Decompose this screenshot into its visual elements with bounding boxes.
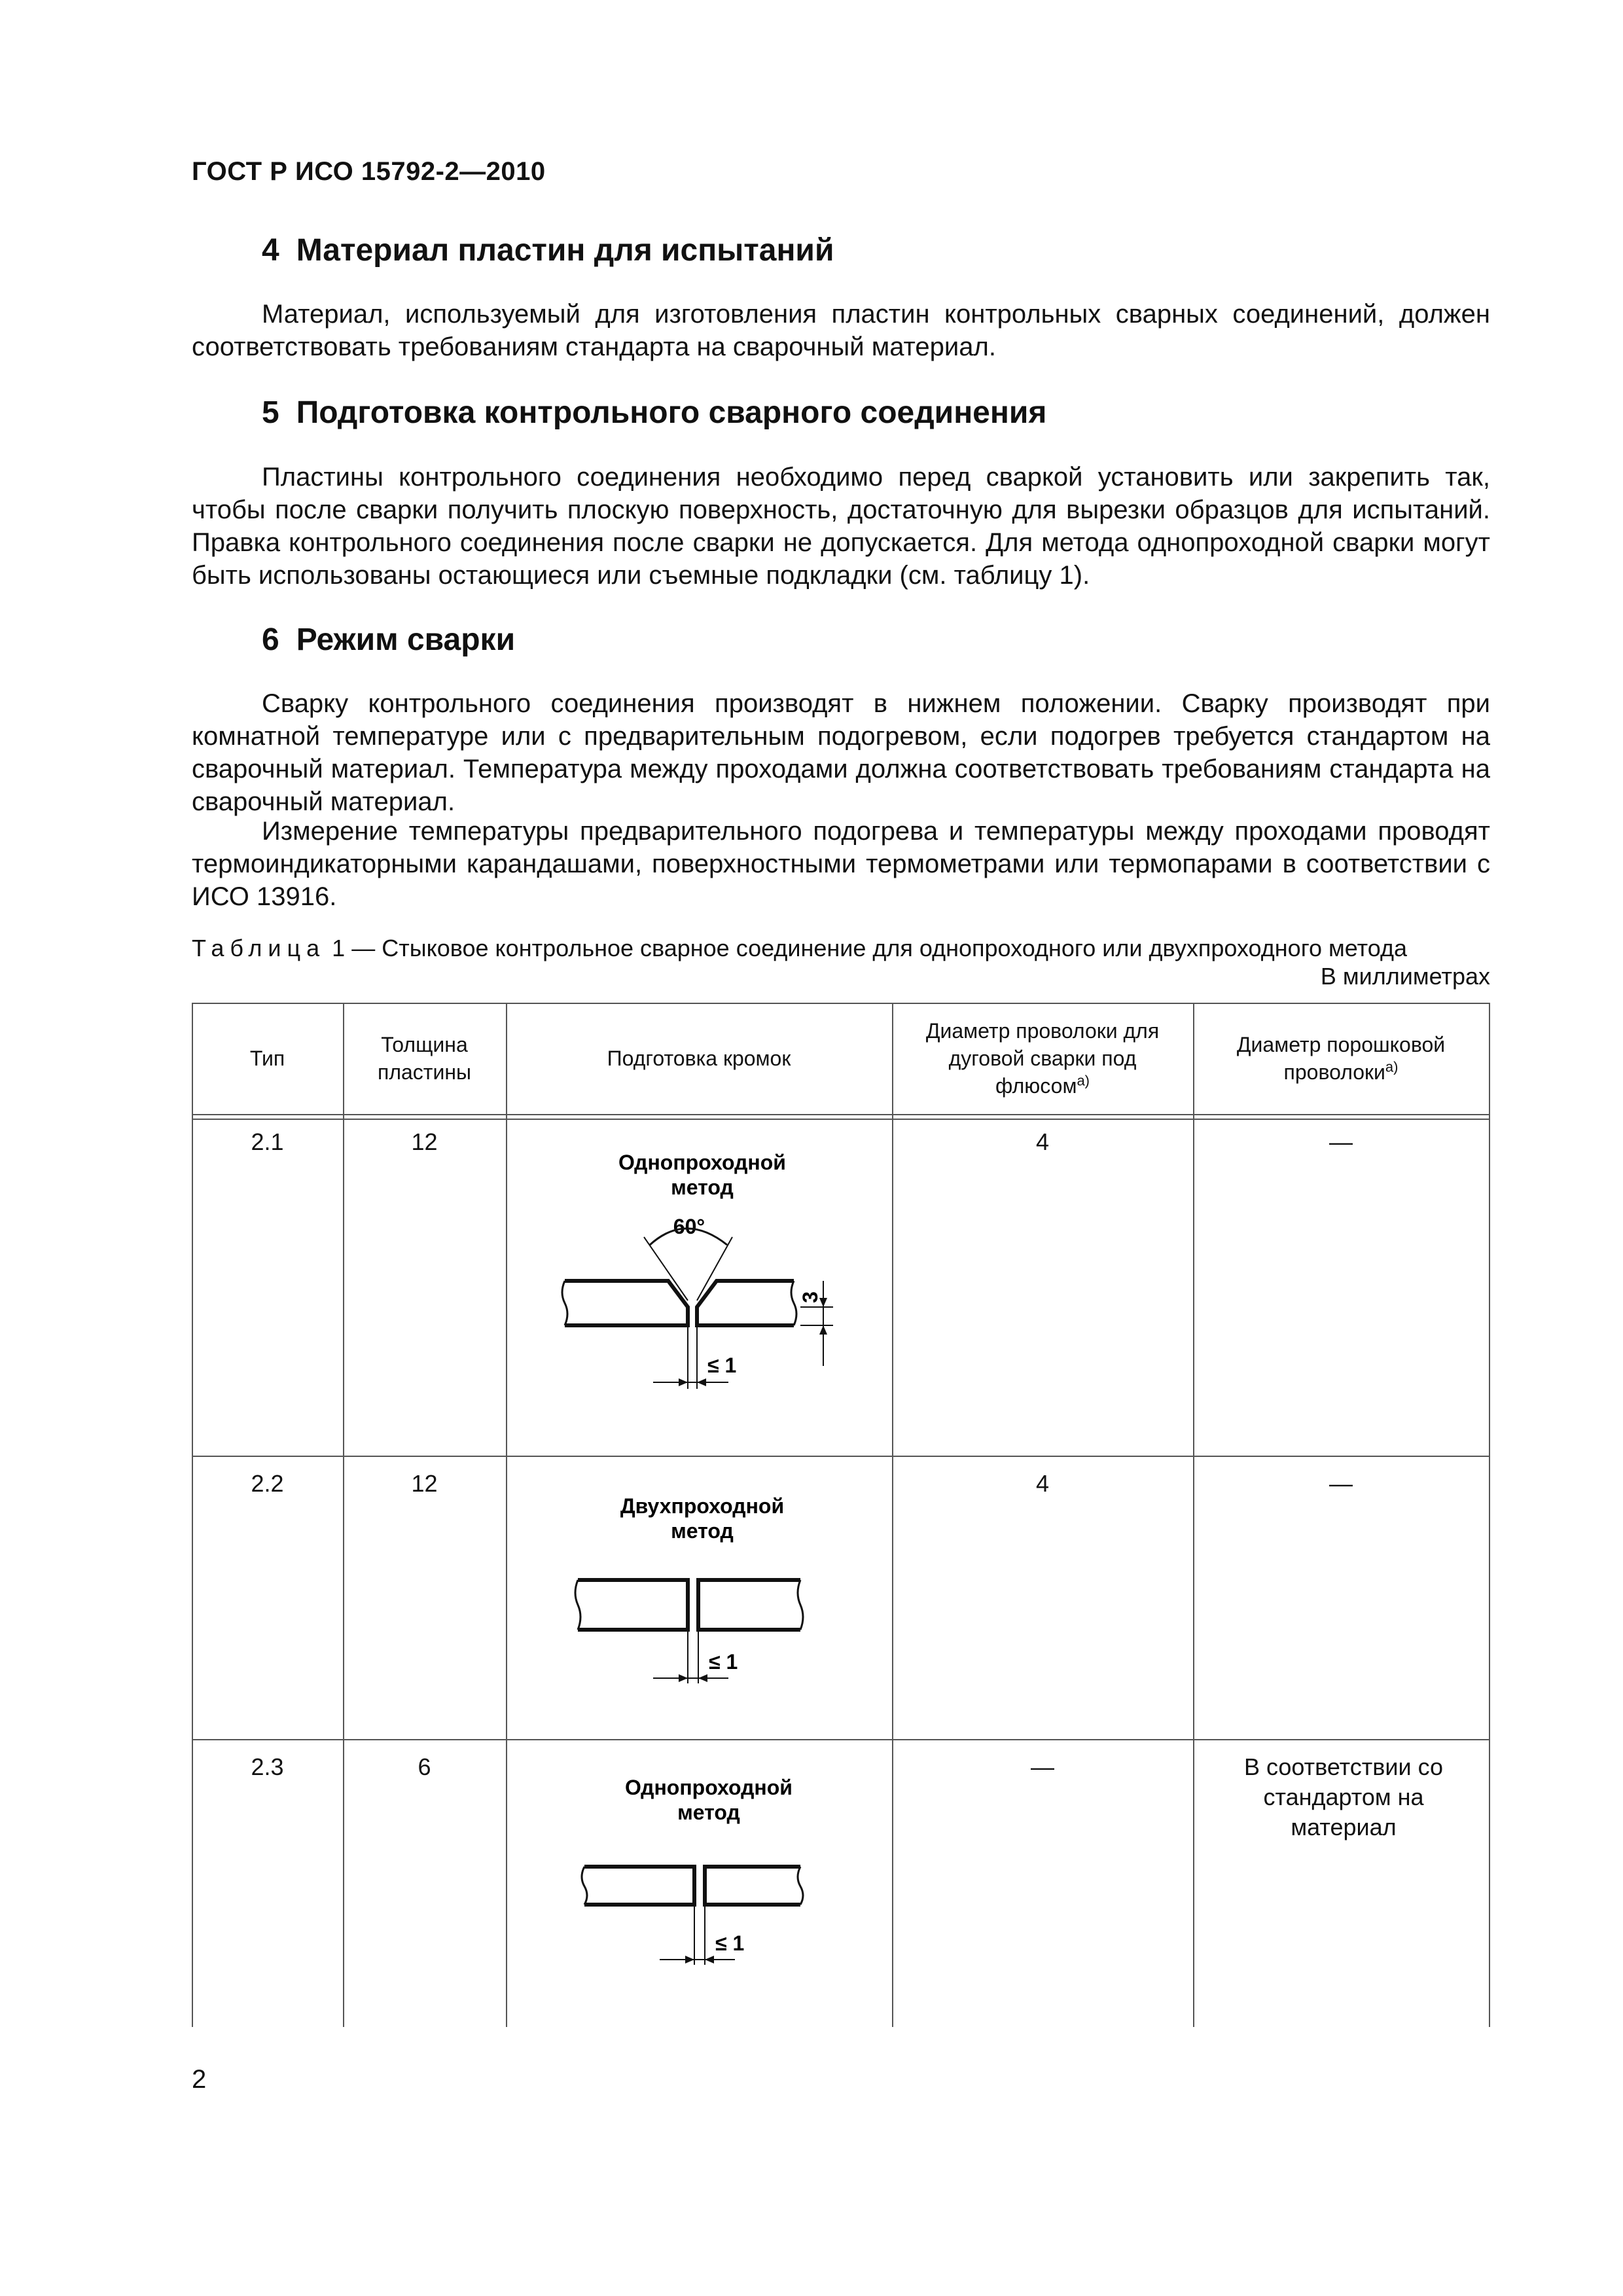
row1-cored-wire: — [1329, 1128, 1353, 1155]
right-plate [698, 1580, 800, 1630]
header-cored-wire: Диаметр порошковой проволоки$^{a)}$ [1236, 1033, 1446, 1084]
left-plate-break-line [582, 1867, 587, 1905]
table-caption [192, 935, 1407, 962]
row1-edge-prep-diagram [558, 1150, 859, 1428]
right-plate-break-line [798, 1580, 803, 1630]
left-plate-break-line [575, 1580, 580, 1630]
section-6-heading [262, 622, 515, 658]
row1-method-line2: метод [671, 1175, 734, 1199]
row1-thickness: 12 [411, 1128, 438, 1155]
section-title: Подготовка контрольного сварного соединения [296, 395, 1047, 430]
left-plate-break-line [562, 1281, 567, 1325]
section-title: Режим сварки [296, 622, 516, 657]
row1-height-label: 3 [798, 1291, 822, 1303]
table-caption-number: 1 [332, 935, 346, 961]
section-title: Материал пластин для испытаний [296, 233, 834, 268]
section-number: 5 [262, 395, 279, 430]
table-col-line [506, 1003, 507, 2027]
table-col-line [1489, 1003, 1490, 2027]
left-plate [578, 1580, 688, 1630]
table-header-border-double [192, 1119, 1490, 1120]
data-table [192, 1003, 1490, 2027]
row2-cored-wire: — [1329, 1470, 1353, 1497]
row3-saw-wire: — [1031, 1753, 1054, 1780]
gap-arrow [698, 1674, 707, 1682]
table-row-divider [192, 1739, 1490, 1740]
gap-arrow [679, 1674, 688, 1682]
section-number: 6 [262, 622, 279, 657]
row3-thickness: 6 [418, 1753, 431, 1780]
left-plate [584, 1867, 694, 1905]
row1-gap-label: ≤ 1 [707, 1354, 737, 1377]
row3-method-line1: Однопроходной [625, 1776, 793, 1799]
row1-method-line1: Однопроходной [618, 1151, 786, 1174]
row1-saw-wire: 4 [1035, 1128, 1050, 1155]
row2-gap-label: ≤ 1 [709, 1650, 738, 1674]
row2-method-line2: метод [671, 1519, 734, 1543]
row3-method-line2: метод [677, 1801, 740, 1824]
row2-saw-wire: 4 [1035, 1470, 1050, 1497]
row3-edge-prep-diagram [578, 1775, 853, 1988]
table-units: В миллиметрах [1320, 963, 1490, 990]
section-6-paragraph-1: Сварку контрольного соединения производят в нижнем положении. Сварку производят при комнатной температуре или с предварительным подогревом, если подогрев требуется стандартом на сварочный материал. Температура между проходами должна соответствовать требованиям стандарта на сварочный материал. [192, 689, 1490, 816]
row1-angle-label: 60° [673, 1215, 705, 1238]
header-thickness: Толщина пластины [378, 1033, 471, 1084]
section-number: 4 [262, 233, 279, 268]
row2-edge-prep-diagram [571, 1494, 846, 1706]
footnote-mark: a) [1385, 1058, 1399, 1075]
bevel-extension-left [644, 1237, 688, 1300]
section-6-paragraph-2: Измерение температуры предварительного подогрева и температуры между проходами проводят термоиндикаторными карандашами, поверхностными термометрами или термопарами в соответствии с ИСО 13916. [192, 817, 1490, 911]
page-number: 2 [192, 2065, 207, 2094]
gap-arrow [705, 1956, 714, 1964]
table-header-border [192, 1114, 1490, 1115]
gap-arrow [679, 1378, 688, 1386]
section-4-paragraph: Материал, используемый для изготовления пластин контрольных сварных соединений, должен соответствовать требованиям стандарта на сварочный материал. [192, 300, 1490, 361]
right-plate [705, 1867, 800, 1905]
left-plate [565, 1281, 688, 1325]
footnote-mark: a) [1077, 1072, 1090, 1089]
row1-type: 2.1 [251, 1128, 284, 1155]
gap-arrow [685, 1956, 694, 1964]
header-edge-prep: Подготовка кромок [607, 1047, 791, 1070]
row3-type: 2.3 [251, 1753, 284, 1780]
row3-gap-label: ≤ 1 [715, 1931, 745, 1955]
row2-method-line1: Двухпроходной [620, 1494, 785, 1518]
header-saw-wire: Диаметр проволоки для дуговой сварки под флюсом$^{a)}$ [925, 1019, 1160, 1098]
bevel-extension-right [697, 1237, 732, 1300]
dim-arrow [819, 1325, 827, 1335]
row2-thickness: 12 [411, 1470, 438, 1497]
section-4-heading [262, 232, 834, 268]
header-type: Тип [249, 1047, 285, 1070]
section-5-paragraph: Пластины контрольного соединения необходимо перед сваркой установить или закрепить так, чтобы после сварки получить плоскую поверхность, достаточную для вырезки образцов для испытаний. Правка контрольного соединения после сварки не допускается. Для метода однопроходной сварки могут быть использованы остающиеся или съемные подкладки (см. таблицу 1). [192, 463, 1490, 590]
right-plate-break-line [791, 1281, 796, 1325]
gap-arrow [697, 1378, 706, 1386]
table-caption-text: — Стыковое контрольное сварное соединение для однопроходного или двухпроходного метода [351, 935, 1407, 961]
row2-type: 2.2 [251, 1470, 284, 1497]
section-5-heading [262, 395, 1046, 431]
document-header: ГОСТ Р ИСО 15792-2—2010 [192, 157, 546, 186]
right-plate [697, 1281, 794, 1325]
right-plate-break-line [798, 1867, 803, 1905]
table-caption-label: Таблица [192, 935, 326, 961]
table-row-divider [192, 1456, 1490, 1457]
row3-cored-wire: В соответствии со стандартом на материал [1243, 1753, 1444, 1840]
